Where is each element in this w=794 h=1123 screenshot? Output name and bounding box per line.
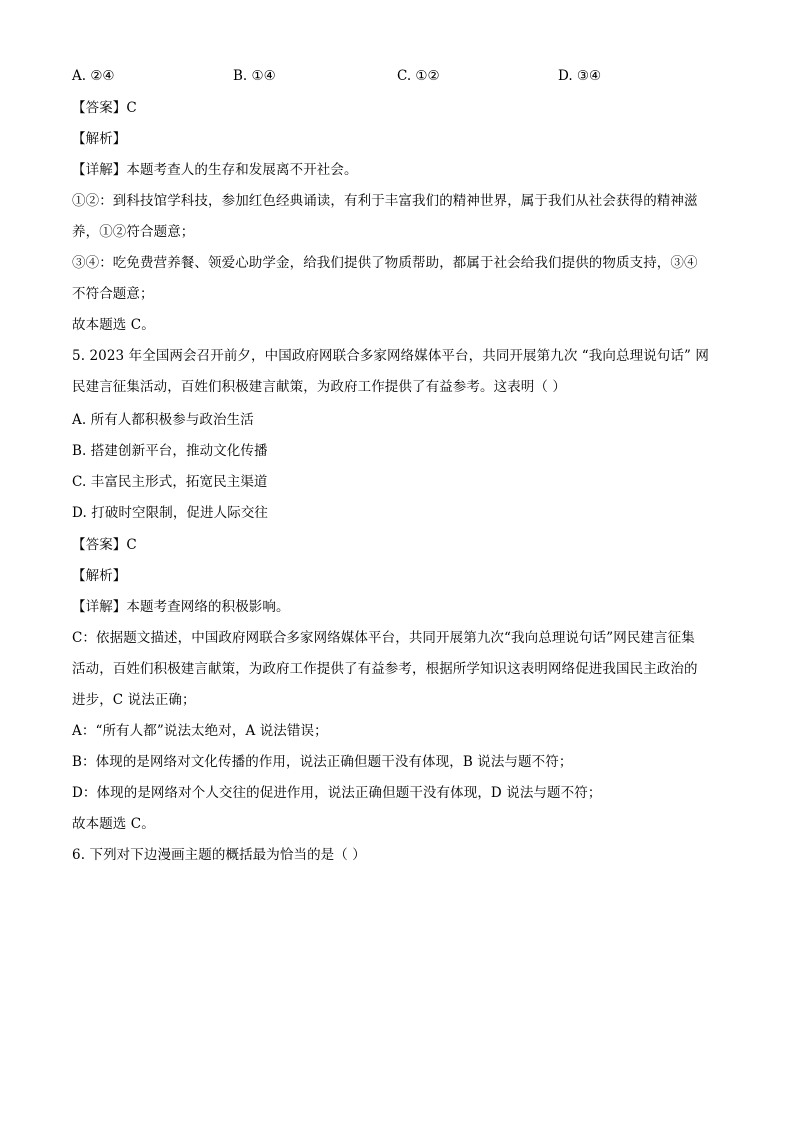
q5-answer: 【答案】C xyxy=(72,537,137,553)
q5-option-c-explanation-line-3: 进步，C 说法正确； xyxy=(72,692,196,708)
q4-paragraph-1-line-1: ①②：到科技馆学科技，参加红色经典诵读，有利于丰富我们的精神世界，属于我们从社会获得的精神滋 xyxy=(72,193,698,209)
q5-option-b: B. 搭建创新平台，推动文化传播 xyxy=(72,443,268,459)
q5-stem-line-2: 民建言征集活动，百姓们积极建言献策，为政府工作提供了有益参考。这表明（ ） xyxy=(72,379,566,395)
q6-stem: 6. 下列对下边漫画主题的概括最为恰当的是（ ） xyxy=(72,847,366,863)
q4-analysis-heading: 【解析】 xyxy=(72,131,127,147)
q5-option-d: D. 打破时空限制，促进人际交往 xyxy=(72,505,269,521)
q4-answer: 【答案】C xyxy=(72,100,137,116)
q4-conclusion: 故本题选 C。 xyxy=(72,317,155,333)
q5-option-a-explanation: A：“所有人都”说法太绝对，A 说法错误； xyxy=(72,723,328,739)
q5-option-a: A. 所有人都积极参与政治生活 xyxy=(72,412,254,428)
q4-paragraph-1-line-2: 养，①②符合题意； xyxy=(72,224,195,240)
q4-paragraph-2-line-1: ③④：吃免费营养餐、领爱心助学金，给我们提供了物质帮助，都属于社会给我们提供的物质支持，③④ xyxy=(72,255,698,271)
q5-conclusion: 故本题选 C。 xyxy=(72,816,155,832)
q5-option-c-explanation-line-1: C：依据题文描述，中国政府网联合多家网络媒体平台，共同开展第九次“我向总理说句话”网民建言征集 xyxy=(72,630,695,646)
q5-option-d-explanation: D：体现的是网络对个人交往的促进作用，说法正确但题干没有体现，D 说法与题不符； xyxy=(72,785,602,801)
q5-analysis-heading: 【解析】 xyxy=(72,568,127,584)
q5-stem-line-1: 5. 2023 年全国两会召开前夕，中国政府网联合多家网络媒体平台，共同开展第九次 “我向总理说句话” 网 xyxy=(72,348,710,364)
q5-option-c-explanation-line-2: 活动，百姓们积极建言献策，为政府工作提供了有益参考，根据所学知识这表明网络促进我国民主政治的 xyxy=(72,661,698,677)
q4-option-c: C. ①② xyxy=(397,68,440,84)
q4-option-b: B. ①④ xyxy=(233,68,276,84)
q5-option-c: C. 丰富民主形式，拓宽民主渠道 xyxy=(72,474,268,490)
q5-detail: 【详解】本题考查网络的积极影响。 xyxy=(72,599,290,615)
q4-option-a: A. ②④ xyxy=(72,68,115,84)
q4-option-d: D. ③④ xyxy=(558,68,602,84)
q5-option-b-explanation: B：体现的是网络对文化传播的作用，说法正确但题干没有体现，B 说法与题不符； xyxy=(72,754,573,770)
q4-detail: 【详解】本题考查人的生存和发展离不开社会。 xyxy=(72,162,358,178)
q4-paragraph-2-line-2: 不符合题意； xyxy=(72,286,154,302)
